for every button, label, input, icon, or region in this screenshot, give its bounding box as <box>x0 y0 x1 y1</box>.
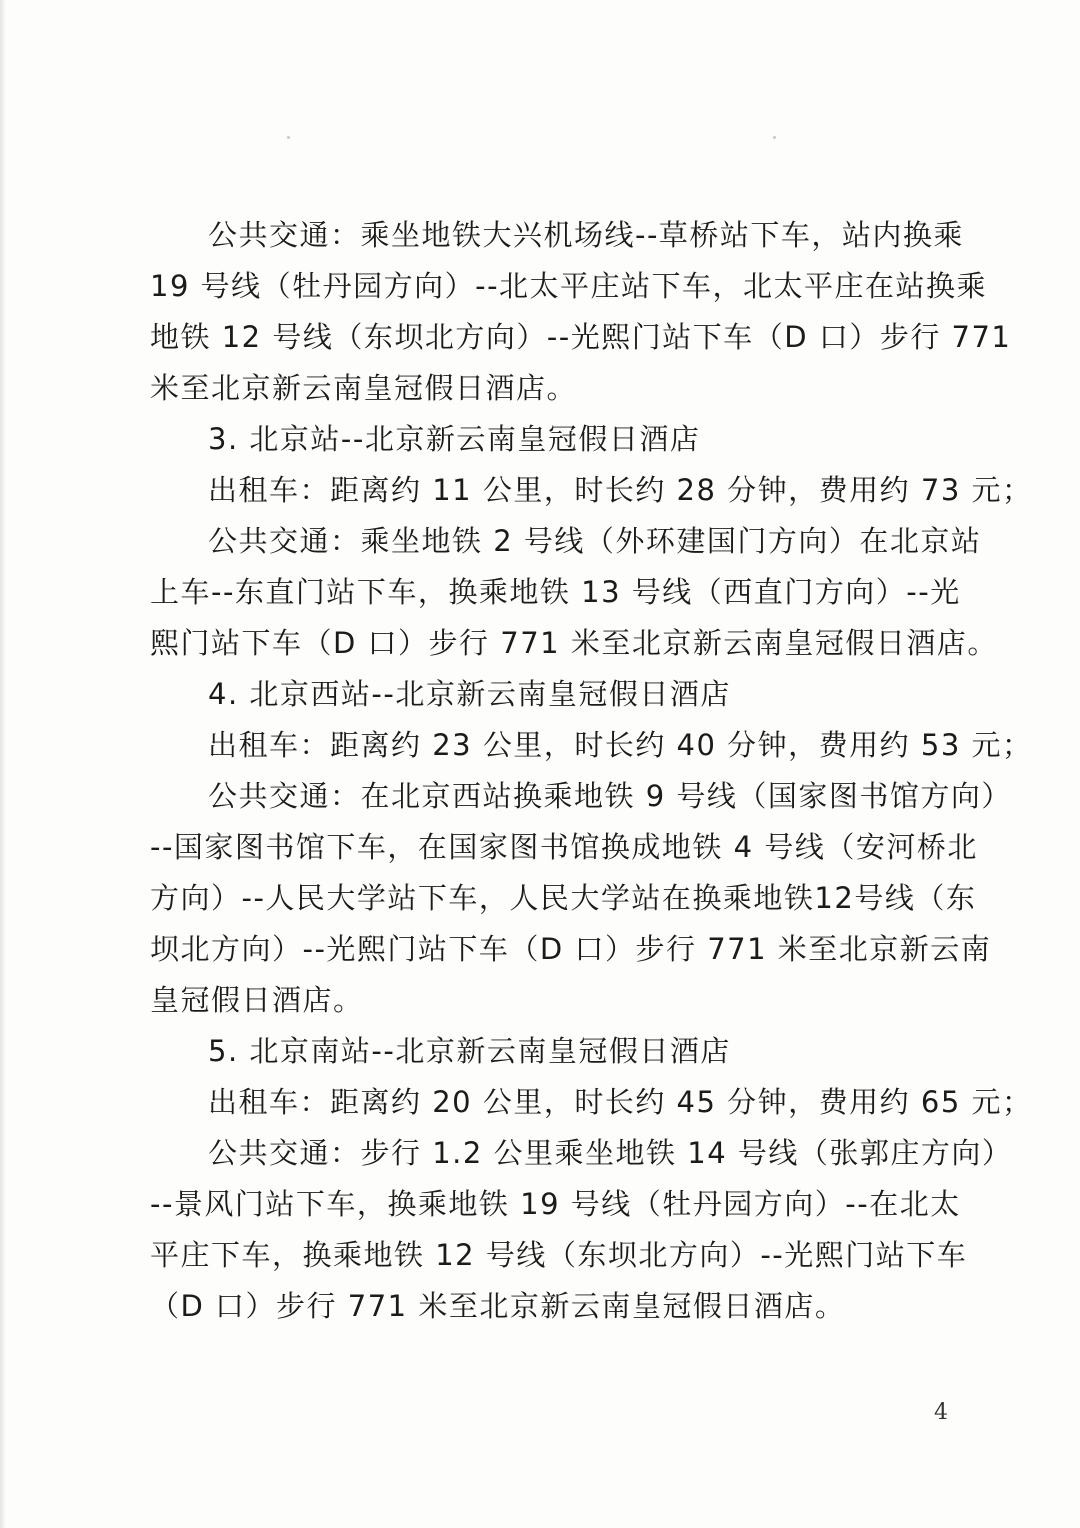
text-line: 方向）--人民大学站下车，人民大学站在换乘地铁12号线（东 <box>150 881 977 915</box>
scan-speck <box>287 136 290 139</box>
document-body <box>150 210 1033 1332</box>
section-heading: 5. 北京南站--北京新云南皇冠假日酒店 <box>208 1034 731 1068</box>
text-line: 平庄下车，换乘地铁 12 号线（东坝北方向）--光熙门站下车 <box>150 1238 968 1272</box>
text-line: （D 口）步行 771 米至北京新云南皇冠假日酒店。 <box>150 1289 846 1323</box>
text-line: 熙门站下车（D 口）步行 771 米至北京新云南皇冠假日酒店。 <box>150 626 998 660</box>
section-heading: 3. 北京站--北京新云南皇冠假日酒店 <box>208 422 701 456</box>
text-line: 上车--东直门站下车，换乘地铁 13 号线（西直门方向）--光 <box>150 575 961 609</box>
text-line: --国家图书馆下车，在国家图书馆换成地铁 4 号线（安河桥北 <box>150 830 978 864</box>
text-line: 地铁 12 号线（东坝北方向）--光熙门站下车（D 口）步行 771 <box>150 320 1012 354</box>
text-line: 出租车：距离约 20 公里，时长约 45 分钟，费用约 65 元； <box>208 1085 1033 1119</box>
text-line: 出租车：距离约 23 公里，时长约 40 分钟，费用约 53 元； <box>208 728 1033 762</box>
page-number: 4 <box>934 1400 948 1425</box>
text-line: 米至北京新云南皇冠假日酒店。 <box>150 371 578 405</box>
text-line: 公共交通：在北京西站换乘地铁 9 号线（国家图书馆方向） <box>208 779 1012 813</box>
text-line: 皇冠假日酒店。 <box>150 983 364 1017</box>
text-line: 公共交通：乘坐地铁 2 号线（外环建国门方向）在北京站 <box>208 524 982 558</box>
text-line: 坝北方向）--光熙门站下车（D 口）步行 771 米至北京新云南 <box>150 932 992 966</box>
text-line: 公共交通：步行 1.2 公里乘坐地铁 14 号线（张郭庄方向） <box>208 1136 1013 1170</box>
text-line: 公共交通：乘坐地铁大兴机场线--草桥站下车，站内换乘 <box>208 218 964 252</box>
scan-edge-shadow <box>0 0 6 1528</box>
section-heading: 4. 北京西站--北京新云南皇冠假日酒店 <box>208 677 731 711</box>
scan-speck <box>773 136 776 139</box>
text-line: --景风门站下车，换乘地铁 19 号线（牡丹园方向）--在北太 <box>150 1187 961 1221</box>
text-line: 出租车：距离约 11 公里，时长约 28 分钟，费用约 73 元； <box>208 473 1033 507</box>
text-line: 19 号线（牡丹园方向）--北太平庄站下车，北太平庄在站换乘 <box>150 269 988 303</box>
